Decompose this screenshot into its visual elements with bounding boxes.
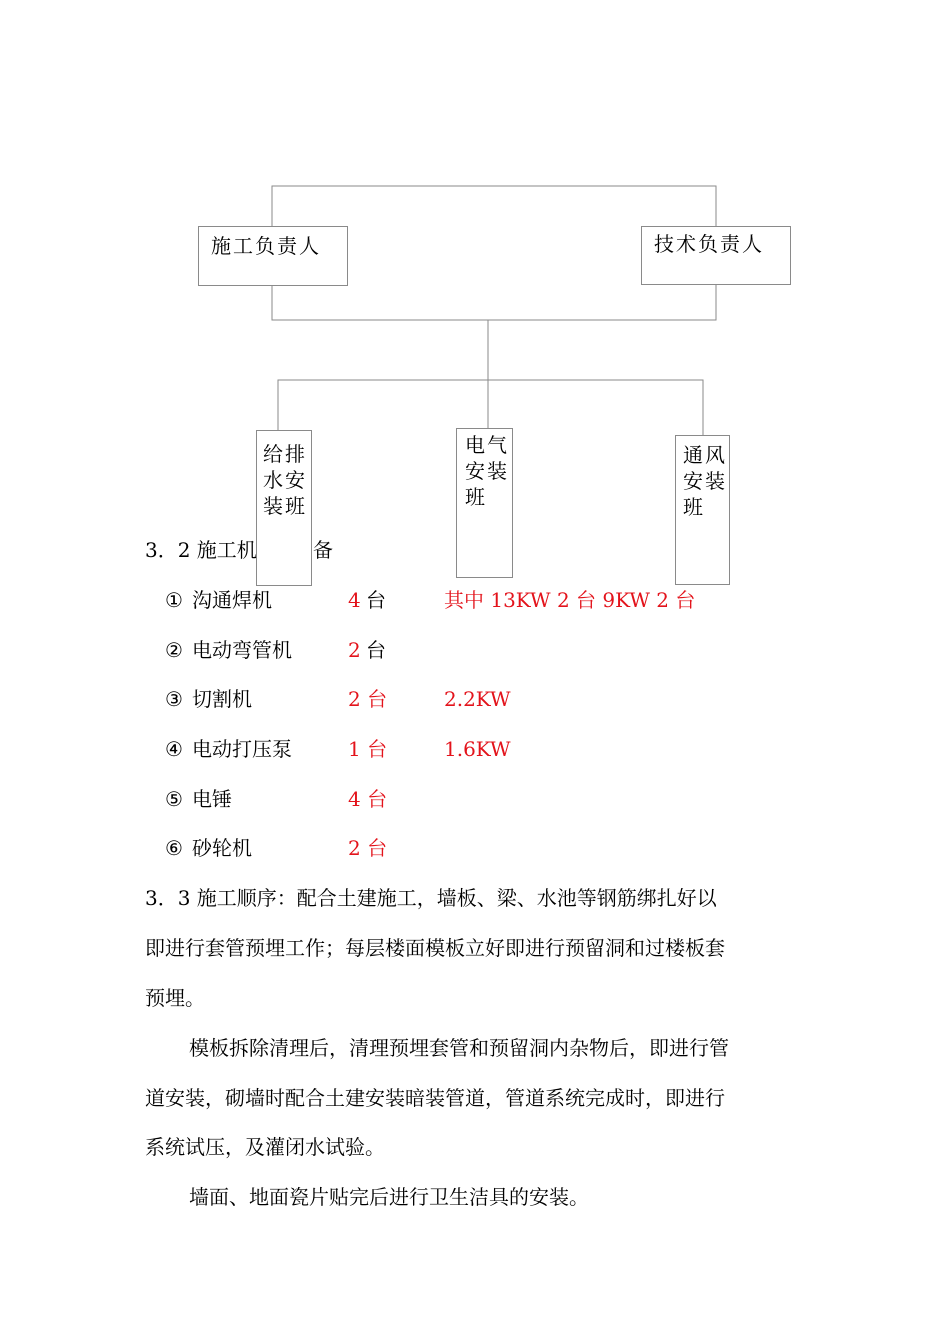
- item-spec: 2.2KW: [444, 687, 511, 711]
- item-name: 切割机: [192, 687, 252, 711]
- paragraph-line: 3．3 施工顺序：配合土建施工，墙板、梁、水池等钢筋绑扎好以: [145, 886, 717, 910]
- item-name: 电动弯管机: [192, 638, 292, 662]
- paragraph-line: 即进行套管预埋工作；每层楼面模板立好即进行预留洞和过楼板套: [145, 936, 725, 960]
- section-3-2-heading: 3．2 施工机: [145, 538, 257, 562]
- item-quantity: 2: [348, 638, 361, 662]
- item-quantity: 4 台: [348, 787, 388, 811]
- item-unit: 台: [366, 588, 386, 612]
- paragraph-line: 墙面、地面瓷片贴完后进行卫生洁具的安装。: [189, 1185, 589, 1209]
- item-quantity: 4: [348, 588, 361, 612]
- item-name: 砂轮机: [192, 836, 252, 860]
- paragraph-line: 预埋。: [145, 986, 205, 1010]
- item-unit: 台: [366, 638, 386, 662]
- node-ventilation-team: [675, 435, 730, 585]
- item-spec: 1.6KW: [444, 737, 511, 761]
- node-electrical-team: [456, 428, 513, 578]
- branch-connector: [278, 380, 703, 435]
- item-name: 电动打压泵: [192, 737, 292, 761]
- top-connector: [272, 186, 716, 226]
- node-construction-lead: [198, 226, 348, 286]
- node-label: 通风 安装 班: [683, 443, 727, 519]
- node-label: 施工负责人: [211, 234, 321, 258]
- middle-connector: [272, 283, 716, 320]
- node-technical-lead: [641, 226, 791, 285]
- node-label: 技术负责人: [654, 232, 764, 256]
- paragraph-line: 道安装，砌墙时配合土建安装暗装管道，管道系统完成时，即进行: [145, 1086, 725, 1110]
- section-3-2-heading-tail: 备: [313, 538, 333, 562]
- paragraph-line: 系统试压，及灌闭水试验。: [145, 1135, 385, 1159]
- paragraph-line: 模板拆除清理后，清理预埋套管和预留洞内杂物后，即进行管: [189, 1036, 729, 1060]
- item-spec: 其中 13KW 2 台 9KW 2 台: [444, 588, 696, 612]
- item-number: ⑥: [165, 836, 183, 860]
- item-number: ⑤: [165, 787, 183, 811]
- node-label: 给排 水安 装班: [263, 442, 307, 518]
- item-quantity: 2 台: [348, 836, 388, 860]
- item-quantity: 1 台: [348, 737, 388, 761]
- item-number: ③: [165, 687, 183, 711]
- item-name: 电锤: [192, 787, 232, 811]
- node-plumbing-team: [256, 430, 312, 586]
- item-number: ①: [165, 588, 183, 612]
- item-number: ④: [165, 737, 183, 761]
- item-number: ②: [165, 638, 183, 662]
- node-label: 电气 安装 班: [465, 433, 509, 509]
- item-quantity: 2 台: [348, 687, 388, 711]
- item-name: 沟通焊机: [192, 588, 272, 612]
